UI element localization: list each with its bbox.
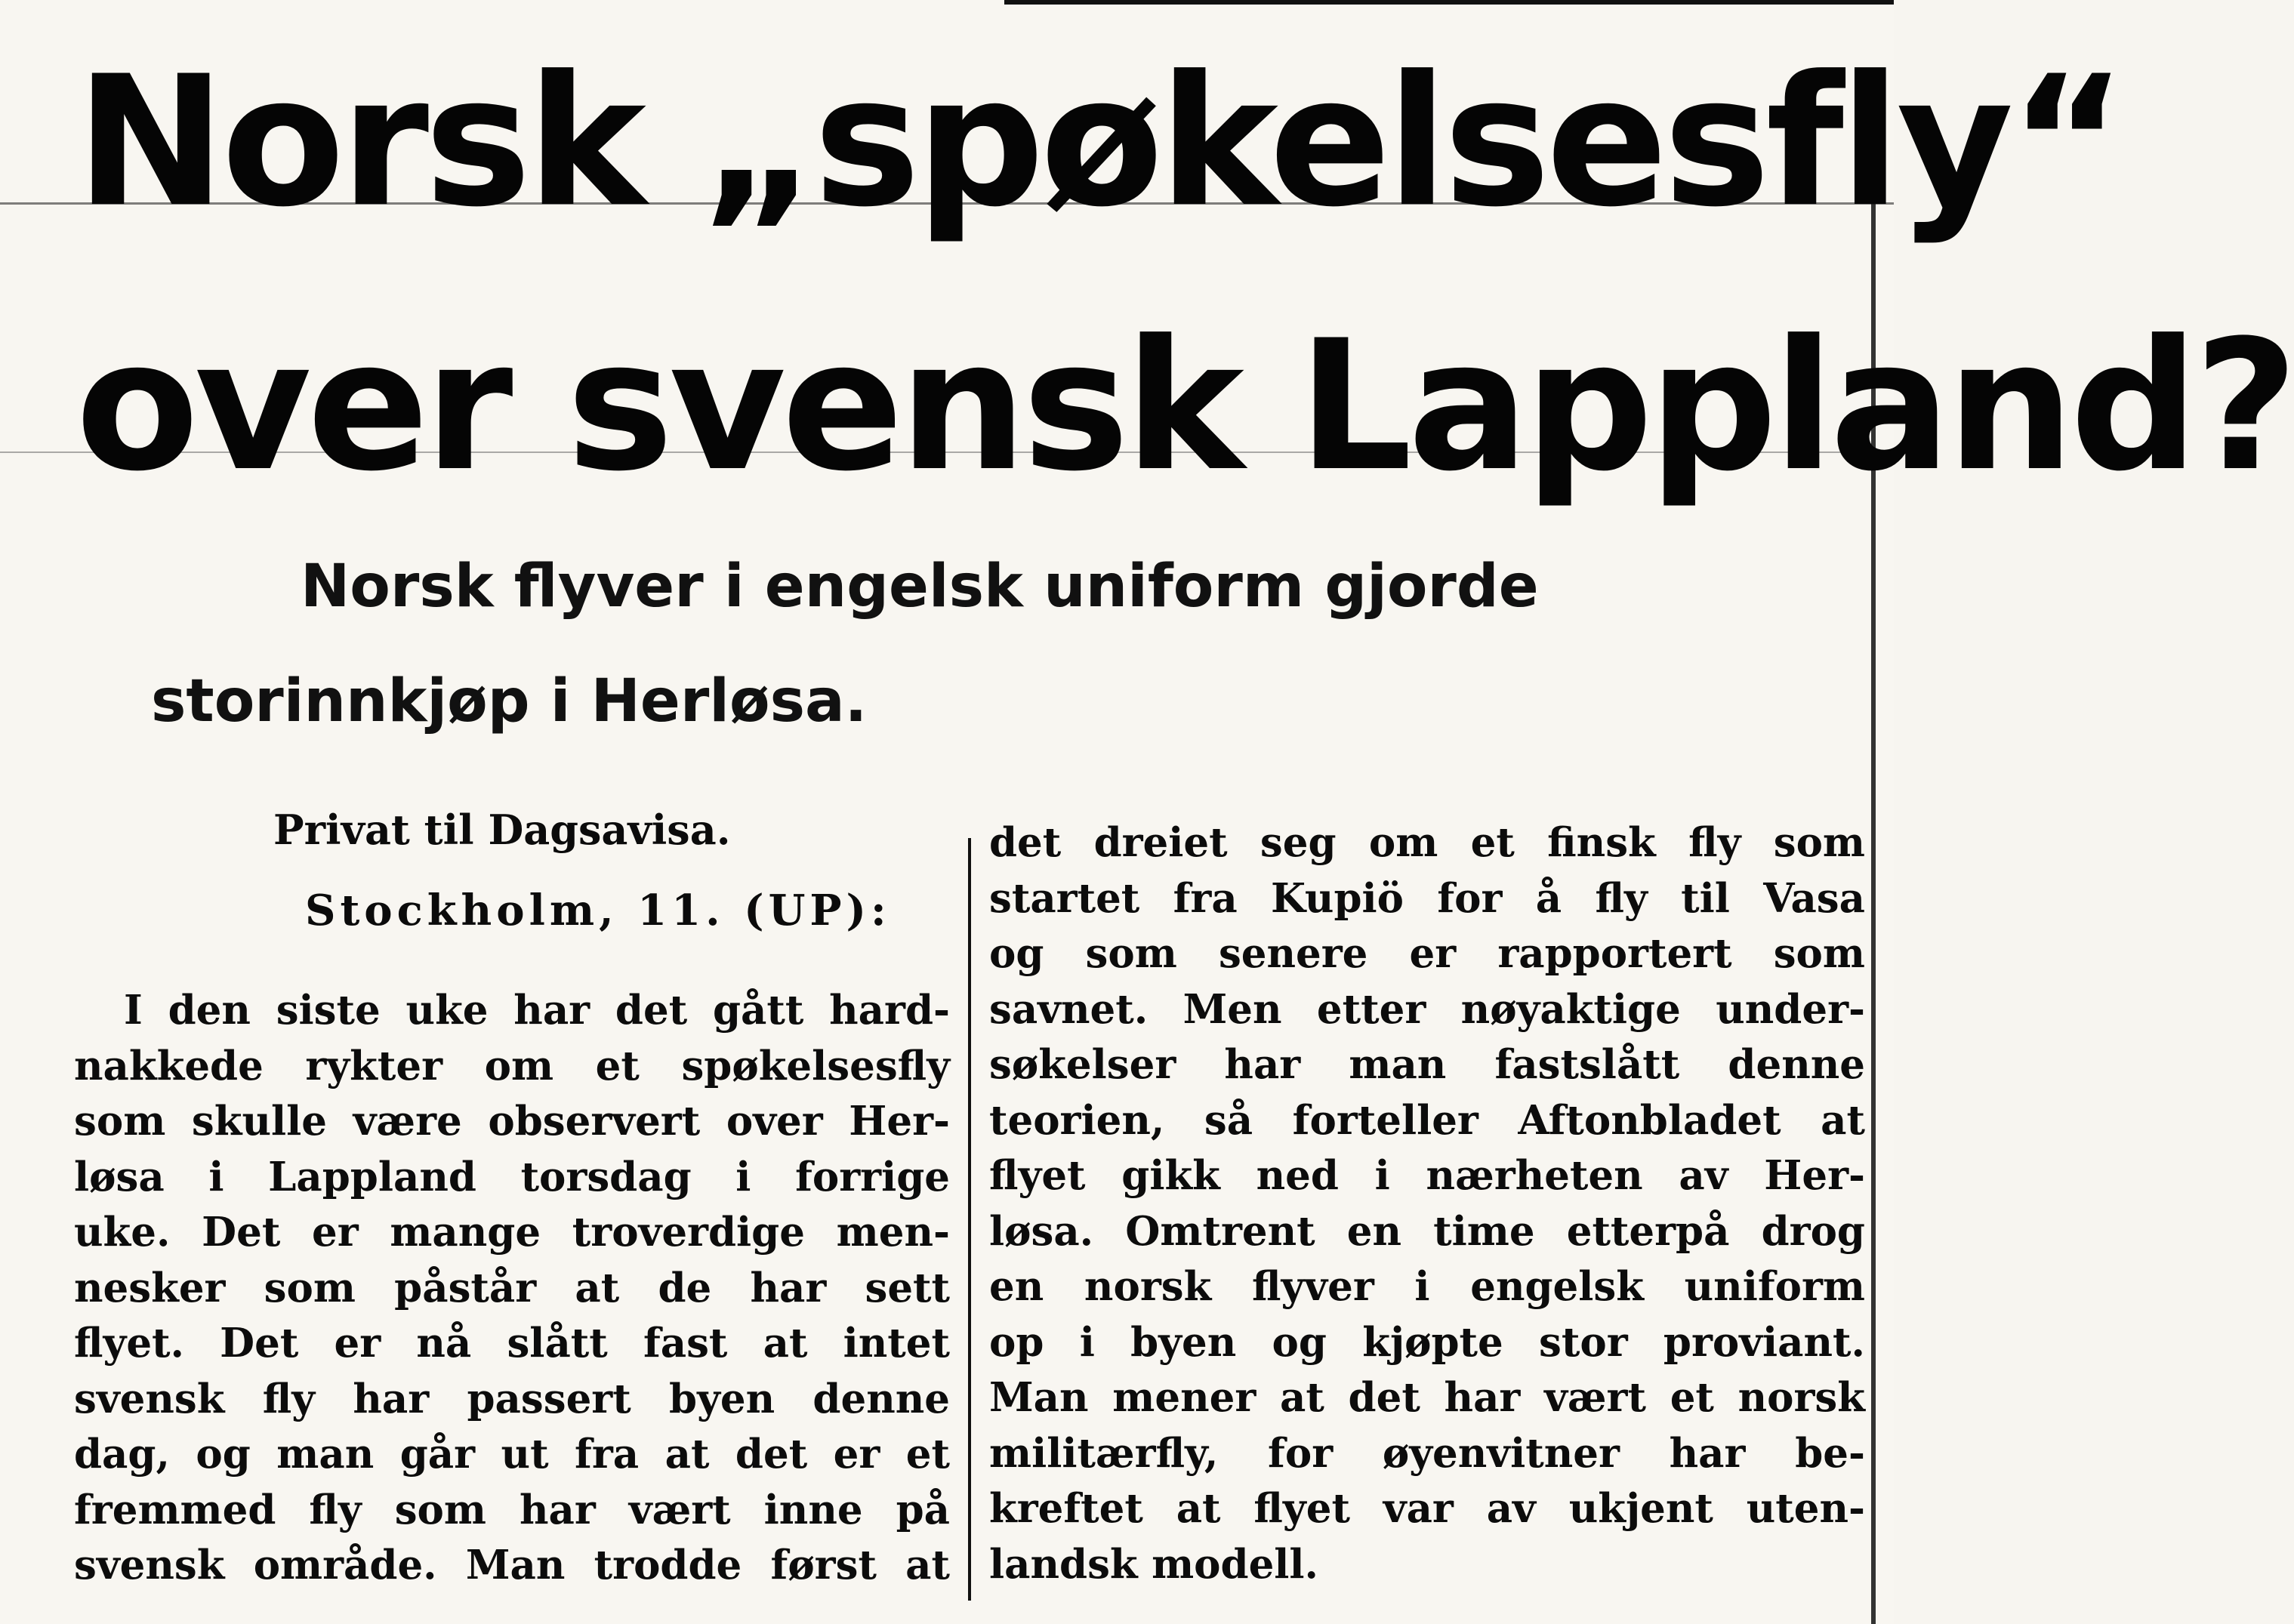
body-line: løsa i Lappland torsdag i forrige bbox=[74, 1153, 950, 1200]
body-line: militærfly, for øyenvitner har be- bbox=[989, 1429, 1865, 1477]
body-line: nakkede rykter om et spøkelsesfly bbox=[74, 1042, 950, 1089]
body-line: en norsk flyver i engelsk uniform bbox=[989, 1263, 1865, 1310]
top-rule bbox=[1004, 0, 1894, 5]
body-line: kreftet at flyet var av ukjent uten- bbox=[989, 1485, 1865, 1532]
body-line: som skulle være observert over Her- bbox=[74, 1098, 950, 1145]
body-line: nesker som påstår at de har sett bbox=[74, 1264, 950, 1311]
headline-line-2: over svensk Lappland? bbox=[76, 302, 2294, 511]
body-line: startet fra Kupiö for å fly til Vasa bbox=[989, 874, 1865, 922]
body-line: svensk fly har passert byen denne bbox=[74, 1375, 950, 1422]
body-line: flyet gikk ned i nærheten av Her- bbox=[989, 1152, 1865, 1199]
body-line: teorien, så forteller Aftonbladet at bbox=[989, 1096, 1865, 1144]
body-line: I den siste uke har det gått hard- bbox=[124, 987, 950, 1034]
byline: Privat til Dagsavisa. bbox=[273, 806, 731, 854]
body-line: uke. Det er mange troverdige men- bbox=[74, 1209, 950, 1256]
body-line: og som senere er rapportert som bbox=[989, 930, 1865, 977]
subheadline-line-1: Norsk flyver i engelsk uniform gjorde bbox=[301, 553, 1539, 621]
headline-line-1: Norsk „spøkelsesfly“ bbox=[76, 38, 2123, 247]
body-line: landsk modell. bbox=[989, 1540, 1319, 1588]
body-column-right bbox=[989, 815, 1865, 1592]
body-line: flyet. Det er nå slått fast at intet bbox=[74, 1320, 950, 1367]
body-line: Man mener at det har vært et norsk bbox=[989, 1374, 1865, 1421]
body-line: søkelser har man fastslått denne bbox=[989, 1041, 1865, 1088]
body-line: savnet. Men etter nøyaktige under- bbox=[989, 985, 1865, 1033]
body-line: fremmed fly som har vært inne på bbox=[74, 1486, 950, 1533]
body-line: op i byen og kjøpte stor proviant. bbox=[989, 1318, 1865, 1366]
subheadline-line-2: storinnkjøp i Herløsa. bbox=[151, 667, 868, 735]
dateline: Stockholm, 11. (UP): bbox=[305, 886, 891, 935]
column-divider bbox=[968, 838, 971, 1601]
body-line: det dreiet seg om et finsk fly som bbox=[989, 819, 1865, 866]
body-column-left bbox=[74, 983, 950, 1594]
body-line: dag, og man går ut fra at det er et bbox=[74, 1431, 950, 1478]
body-line: svensk område. Man trodde først at bbox=[74, 1542, 950, 1589]
body-line: løsa. Omtrent en time etterpå drog bbox=[989, 1207, 1865, 1255]
